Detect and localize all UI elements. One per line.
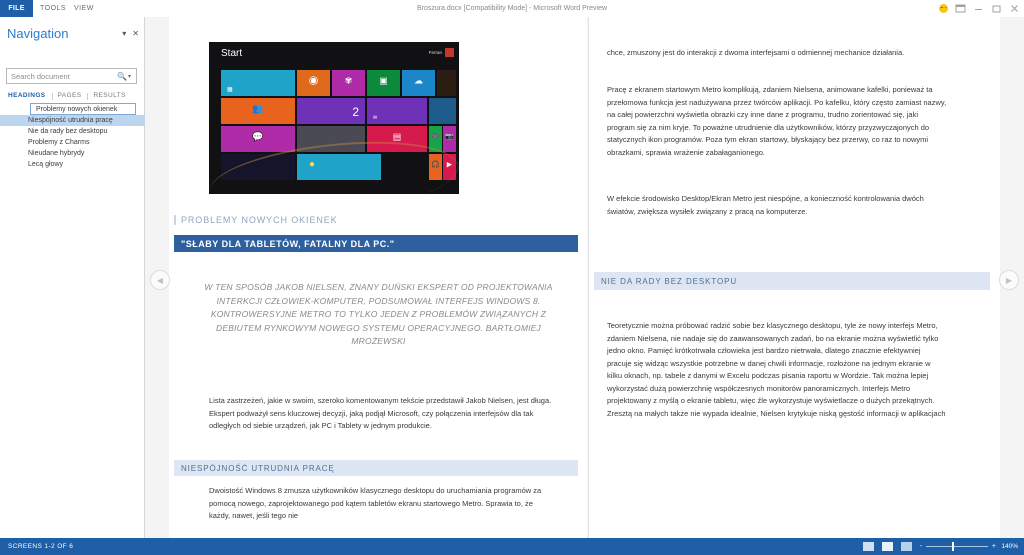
restore-icon[interactable] bbox=[991, 3, 1002, 14]
tile bbox=[437, 70, 456, 96]
page-intro-paragraph: W TEN SPOSÓB JAKOB NIELSEN, ZNANY DUŃSKI EKSPERT OD PROJEKTOWANIA INTERKCJI CZŁOWIEK-KOMPUTER, PODSUMOWAŁ INTERFEJS WINDOWS 8. KONTROWERSYJNE METRO TO TYLKO JEDEN Z PROBLEMÓW ZWIĄZANYCH Z DEBIUTEM RYNKOWYM NOWEGO SYSTEMU OPERACYJNEGO. BARTŁOMIEJ MROŻEWSKI bbox=[204, 282, 553, 346]
tile-icon: 2 bbox=[352, 105, 359, 119]
avatar bbox=[445, 48, 454, 57]
tile bbox=[443, 154, 456, 180]
minimize-icon[interactable] bbox=[973, 3, 984, 14]
window-title: Broszura.docx [Compatibility Mode] - Microsoft Word Preview bbox=[416, 5, 608, 12]
sun-icon: ● bbox=[309, 159, 316, 171]
start-screen-tile-grid bbox=[221, 70, 456, 182]
tile bbox=[402, 70, 435, 96]
navigation-headings-list bbox=[0, 103, 145, 170]
zoom-slider-track[interactable] bbox=[926, 546, 988, 547]
tile bbox=[429, 126, 442, 152]
tile bbox=[367, 70, 400, 96]
search-input[interactable] bbox=[7, 69, 116, 83]
sidebar-item-problemy-nowych-okienek[interactable]: Problemy nowych okienek bbox=[30, 103, 136, 115]
tile bbox=[221, 126, 295, 152]
sidebar-item-leca-glowy[interactable]: Lecą głowy bbox=[28, 161, 64, 168]
start-screen-label: Start bbox=[221, 48, 243, 59]
ribbon-display-options-icon[interactable] bbox=[955, 3, 966, 14]
people-icon: 👥 bbox=[252, 103, 264, 114]
zoom-slider[interactable] bbox=[920, 543, 1018, 550]
page-paragraph-2: Dwoistość Windows 8 zmusza użytkowników klasycznego desktopu do uruchamiania programów za pomocą nowego, zaprojektowanego pod kątem tabletów ekranu startowego Metro. Sprawia to, że każdy, nawet, jeśli tego nie bbox=[209, 486, 542, 520]
close-icon[interactable]: ✕ bbox=[132, 29, 139, 38]
navigation-tabs bbox=[8, 89, 138, 101]
navigation-pane bbox=[0, 17, 145, 538]
web-layout-button[interactable] bbox=[901, 542, 912, 551]
navigation-header-controls bbox=[122, 30, 139, 38]
tile bbox=[367, 98, 427, 124]
zoom-level-value[interactable]: 140% bbox=[1001, 543, 1018, 550]
tile bbox=[297, 70, 330, 96]
zoom-in-button[interactable]: + bbox=[991, 543, 996, 550]
search-document-box[interactable] bbox=[6, 68, 137, 84]
firefox-icon: ◉ bbox=[308, 74, 319, 87]
document-area bbox=[145, 17, 1024, 538]
message-icon: 💬 bbox=[252, 131, 264, 142]
tile-icon: ✾ bbox=[344, 75, 353, 86]
page-paragraph-3: chce, zmuszony jest do interakcji z dwoma interfejsami o odmiennej mechanice działania. bbox=[607, 48, 905, 57]
chevron-down-icon[interactable]: ▾ bbox=[122, 29, 127, 38]
navigation-title: Navigation bbox=[7, 26, 69, 41]
cloud-icon: ☁ bbox=[414, 75, 423, 86]
page-paragraph-4: Pracę z ekranem startowym Metro komplikują, zdaniem Nielsena, animowane kafelki, ponieważ ta przełomowa funkcja jest nadużywana przez twórców aplikacji. Po kafelku, który często zamiast nazwy, na całej powierzchni wyświetla obrazki czy inne dane z programu, trudno zorientować się, jaki program się za nim kryje. To poważne utrudnienie dla użytkowników, którzy przyzwyczajonych do statycznych ikon programów. Poza tym ekran startowy, błyskający bez przerwy, co raz to nowymi obrazkami, sprawia wrażenie zabałaganionego. bbox=[607, 85, 947, 157]
tile-icon: ▤ bbox=[392, 131, 402, 142]
title-bar bbox=[0, 0, 1024, 17]
print-layout-button[interactable] bbox=[882, 542, 893, 551]
screens-indicator[interactable]: SCREENS 1-2 OF 6 bbox=[8, 543, 74, 550]
zoom-slider-thumb[interactable] bbox=[952, 542, 954, 551]
tile-icon: ▣ bbox=[379, 75, 388, 86]
tile bbox=[297, 126, 365, 152]
start-screen-user-name: Ferran bbox=[428, 50, 442, 55]
sidebar-item-nieudane-hybrydy[interactable]: Nieudane hybrydy bbox=[28, 150, 85, 157]
sidebar-item-problemy-z-charms[interactable]: Problemy z Charms bbox=[28, 139, 90, 146]
page-right bbox=[588, 17, 1000, 538]
page-paragraph-6: Teoretycznie można próbować radzić sobie bez klasycznego desktopu, tyle że nowy interfejs Metro, zdaniem Nielsena, nie nadaje się do zaawansowanych zadań, bo na ekranie można wyświetlić tylko jedno okno. Pamięć krótkotrwała człowieka jest bardzo nietrwała, dlatego znacznie efektywniej pracuje się widząc wszystkie potrzebne w danej chwili informacje, rozłożone na jednym ekranie w kilku oknach, np. tabele z danymi w Excelu podczas pisania raportu w Wordzie. Tak można lepiej wykorzystać dużą powierzchnię współczesnych monitorów panoramicznych. Interfejs Metro projektowany z myślą o ekranie tabletu, więc źle wykorzystuje wyświetlacze o dużych przekątnych. Zresztą na małych także nie wypada idealnie, Nielsen krytykuje niską gęstość informacji w aplikacjach bbox=[607, 321, 946, 418]
video-icon: ▶ bbox=[446, 161, 453, 169]
search-icon[interactable]: 🔍 bbox=[117, 71, 127, 81]
previous-page-arrow-icon[interactable]: ◀ bbox=[150, 270, 170, 290]
close-icon[interactable] bbox=[1009, 3, 1020, 14]
tile bbox=[297, 98, 365, 124]
sidebar-item-niespojnosc-utrudnia-prace[interactable]: Niespójność utrudnia pracę bbox=[0, 115, 145, 126]
page-left bbox=[169, 17, 587, 538]
tile-icon: ▦ bbox=[227, 87, 233, 93]
page-paragraph-1: Lista zastrzeżeń, jakie w swoim, szeroko komentowanym tekście przedstawił Jakob Nielsen, jest długa. Ekspert podważył sens kluczowej decyzji, jaką podjął Microsoft, czy połączenia interfejsów dla tak odległych od siebie urządzeń, jak PC i Tablety w jednym produkcie. bbox=[209, 396, 552, 430]
sidebar-item-nie-da-rady-bez-desktopu[interactable]: Nie da rady bez desktopu bbox=[28, 128, 108, 135]
page-heading-band: "SŁABY DLA TABLETÓW, FATALNY DLA PC." bbox=[174, 235, 578, 252]
tab-view[interactable]: VIEW bbox=[74, 5, 94, 12]
tab-tools[interactable]: TOOLS bbox=[40, 5, 67, 12]
read-mode-button[interactable] bbox=[863, 542, 874, 551]
tile-icon: ✉ bbox=[373, 115, 378, 121]
start-screen-user bbox=[429, 48, 454, 57]
file-tab[interactable]: FILE bbox=[0, 0, 33, 17]
page-heading-niespojnosc: NIESPÓJNOŚĆ UTRUDNIA PRACĘ bbox=[174, 460, 578, 476]
tile bbox=[332, 70, 365, 96]
game-icon: 🎮 bbox=[431, 133, 440, 141]
tile bbox=[429, 98, 456, 124]
tile bbox=[221, 98, 295, 124]
status-bar bbox=[0, 538, 1024, 555]
tile bbox=[429, 154, 442, 180]
smiley-face-icon[interactable] bbox=[939, 4, 948, 13]
page-heading-nie-da-rady: NIE DA RADY BEZ DESKTOPU bbox=[594, 272, 990, 290]
headphones-icon: 🎧 bbox=[431, 161, 440, 169]
tile bbox=[367, 126, 427, 152]
camera-icon: 📷 bbox=[445, 133, 454, 141]
page-paragraph-5: W efekcie środowisko Desktop/Ekran Metro jest niespójne, a konieczność kontrolowania dwóch światów, zwiększa wysiłek związany z pracą na komputerze. bbox=[607, 194, 924, 216]
tile bbox=[443, 126, 456, 152]
zoom-out-button[interactable]: - bbox=[919, 543, 922, 550]
window-controls bbox=[939, 0, 1020, 17]
tile bbox=[297, 154, 381, 180]
tab-headings[interactable]: HEADINGS bbox=[8, 91, 46, 99]
windows-8-start-screen-image bbox=[209, 42, 459, 194]
tab-pages[interactable]: PAGES bbox=[52, 92, 88, 99]
status-bar-right bbox=[863, 542, 1018, 551]
tile bbox=[221, 70, 295, 96]
next-page-arrow-icon[interactable]: ▶ bbox=[999, 270, 1019, 290]
page-heading-problemy: PROBLEMY NOWYCH OKIENEK bbox=[174, 215, 579, 225]
chevron-down-icon[interactable]: ▾ bbox=[128, 73, 132, 80]
tab-results[interactable]: RESULTS bbox=[87, 92, 131, 99]
tile bbox=[221, 154, 295, 180]
